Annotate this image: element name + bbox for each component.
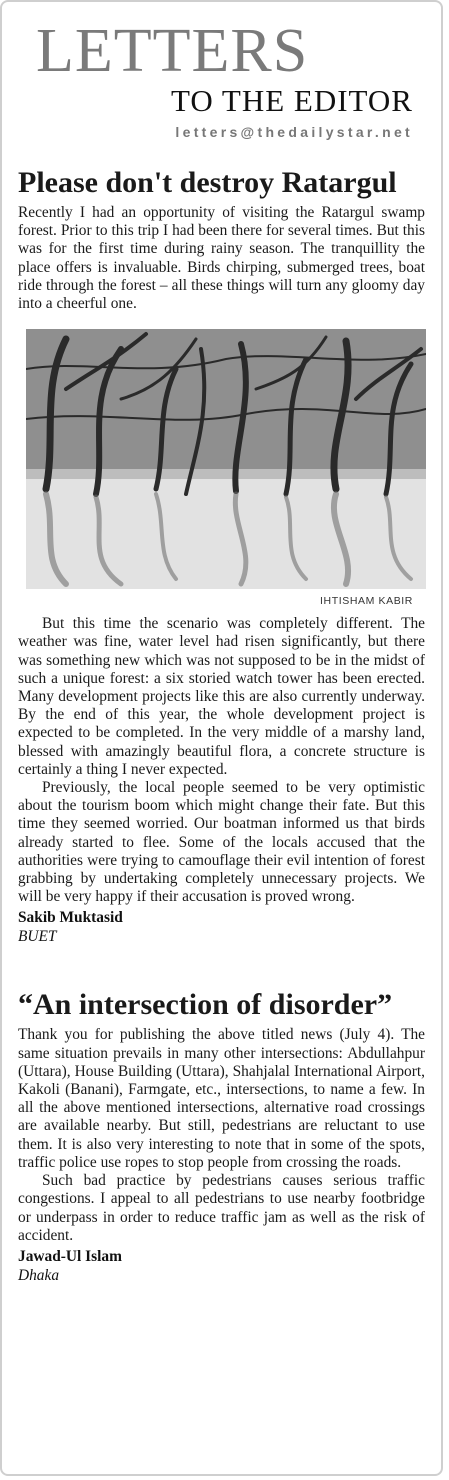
letter-1-paragraph-2: But this time the scenario was completely different. The weather was fine, water level had risen significantly, but there was something new which was not supposed to be in the midst of such a unique forest: a six storied watch tower has been erected. Many development projects like this are also currently underway. By the end of this year, the whole development project is expected to be completed. In the very middle of a marshy land, blessed with amazingly beautiful flora, a concrete structure is certainly a thing I never expected. [18, 615, 425, 778]
letter-2-place: Dhaka [18, 1266, 60, 1284]
masthead-subtitle: TO THE EDITOR [170, 83, 413, 118]
letter-1-place: BUET [18, 928, 57, 946]
letter-2-headline: “An intersection of disorder” [18, 988, 393, 1022]
letter-1 [2, 166, 441, 946]
letter-2 [2, 988, 441, 1284]
letter-2-author: Jawad-Ul Islam [18, 1247, 122, 1265]
forest-illustration [26, 329, 426, 589]
photo-block [26, 329, 417, 607]
letter-divider [2, 946, 441, 974]
letter-1-paragraph-3: Previously, the local people seemed to be very optimistic about the tourism boom which might change their fate. But this time they seemed worried. Our boatman informed us that birds already started to flee. Some of the locals accused that the authorities were trying to camouflage their evil intention of forest grabbing by undertaking completely unnecessary projects. We will be very happy if their accusation is proved wrong. [18, 779, 425, 906]
letter-2-paragraph-2: Such bad practice by pedestrians causes serious traffic congestions. I appeal to all pedestrians to use nearby footbridge or underpass in order to reduce traffic jam as well as the risk of accident. [18, 1172, 425, 1244]
letter-1-author: Sakib Muktasid [18, 909, 123, 927]
masthead [2, 2, 441, 152]
swamp-forest-photo [26, 329, 426, 589]
photo-credit: IHTISHAM KABIR [320, 595, 413, 608]
letter-1-headline: Please don't destroy Ratargul [18, 166, 397, 199]
masthead-title: LETTERS [36, 17, 309, 85]
letter-1-paragraph-1: Recently I had an opportunity of visiting the Ratargul swamp forest. Prior to this trip I had been there for several times. But this was for the first time during rainy season. The tranquillity the place offers is invaluable. Birds chirping, submerged trees, boat ride through the forest – all these things will turn any gloomy day into a cheerful one. [18, 204, 425, 313]
masthead-email[interactable]: letters@thedailystar.net [175, 124, 413, 140]
letter-2-paragraph-1: Thank you for publishing the above titled news (July 4). The same situation prevails in many other intersections: Abdullahpur (Uttara), House Building (Uttara), Shahjalal International Airport, Kakoli (Banani), Farmgate, etc., intersections, to name a few. In all the above mentioned intersections, alternative road crossings are available nearby. But still, pedestrians are reluctant to use them. It is also very interesting to note that in some of the spots, traffic police use ropes to stop people from crossing the roads. [18, 1026, 425, 1171]
